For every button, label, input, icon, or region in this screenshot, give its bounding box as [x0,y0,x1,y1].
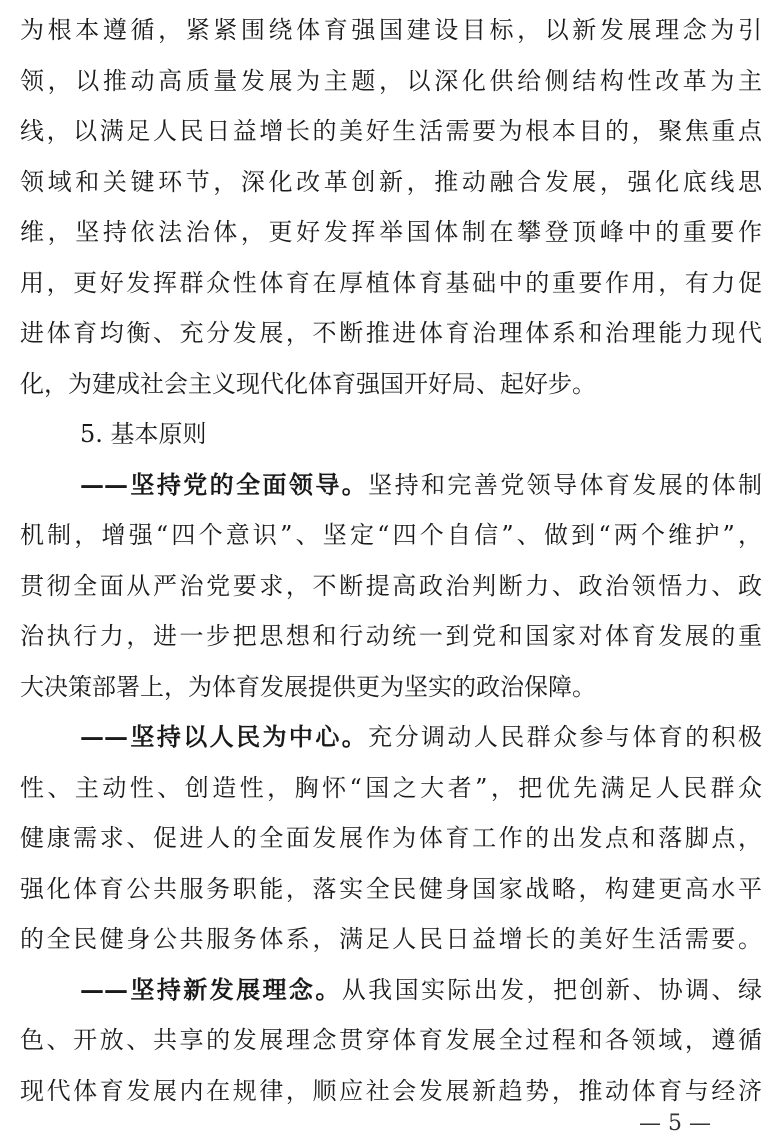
principle-title: ——坚持以人民为中心。 [80,722,369,751]
body-text-line: 进体育均衡、充分发展，不断推进体育治理体系和治理能力现代 [20,319,762,347]
body-text-line: 大决策部署上，为体育发展提供更为坚实的政治保障。 [20,673,596,701]
body-text-line: 用，更好发挥群众性体育在厚植体育基础中的重要作用，有力促 [20,269,762,297]
body-text-line: 强化体育公共服务职能，落实全民健身国家战略，构建更高水平 [20,875,762,903]
principle-title: ——坚持党的全面领导。 [80,470,369,499]
body-text-line: 线，以满足人民日益增长的美好生活需要为根本目的，聚焦重点 [20,117,762,145]
principle-title: ——坚持新发展理念。 [80,975,342,1004]
principle-first-line [80,717,762,757]
body-text-line: 现代体育发展内在规律，顺应社会发展新趋势，推动体育与经济 [20,1077,762,1105]
body-text-line: 的全民健身公共服务体系，满足人民日益增长的美好生活需要。 [20,925,762,953]
body-text-line: 机制，增强“四个意识”、坚定“四个自信”、做到“两个维护”， [20,521,762,549]
body-text-line: 维，坚持依法治体，更好发挥举国体制在攀登顶峰中的重要作 [20,218,762,246]
principle-text: 从我国实际出发，把创新、协调、绿 [341,976,762,1004]
page-number: — 5 — [639,1111,711,1136]
body-text-line: 健康需求、促进人的全面发展作为体育工作的出发点和落脚点， [20,824,762,852]
principle-text: 坚持和完善党领导体育发展的体制 [368,471,763,499]
body-text-line: 领域和关键环节，深化改革创新，推动融合发展，强化底线思 [20,168,762,196]
principle-first-line [80,970,762,1010]
principle-text: 充分调动人民群众参与体育的积极 [368,723,763,751]
body-text-line: 贯彻全面从严治党要求，不断提高政治判断力、政治领悟力、政 [20,572,762,600]
body-text-line: 领，以推动高质量发展为主题，以深化供给侧结构性改革为主 [20,67,762,95]
principle-first-line [80,465,762,505]
body-text-line: 为根本遵循，紧紧围绕体育强国建设目标，以新发展理念为引 [20,16,762,44]
body-text-line: 色、开放、共享的发展理念贯穿体育发展全过程和各领域，遵循 [20,1026,762,1054]
body-text-line: 性、主动性、创造性，胸怀“国之大者”，把优先满足人民群众 [20,774,762,802]
section-heading: 5. 基本原则 [80,420,207,448]
body-text-line: 治执行力，进一步把思想和行动统一到党和国家对体育发展的重 [20,622,762,650]
body-text-line: 化，为建成社会主义现代化体育强国开好局、起好步。 [20,370,596,398]
